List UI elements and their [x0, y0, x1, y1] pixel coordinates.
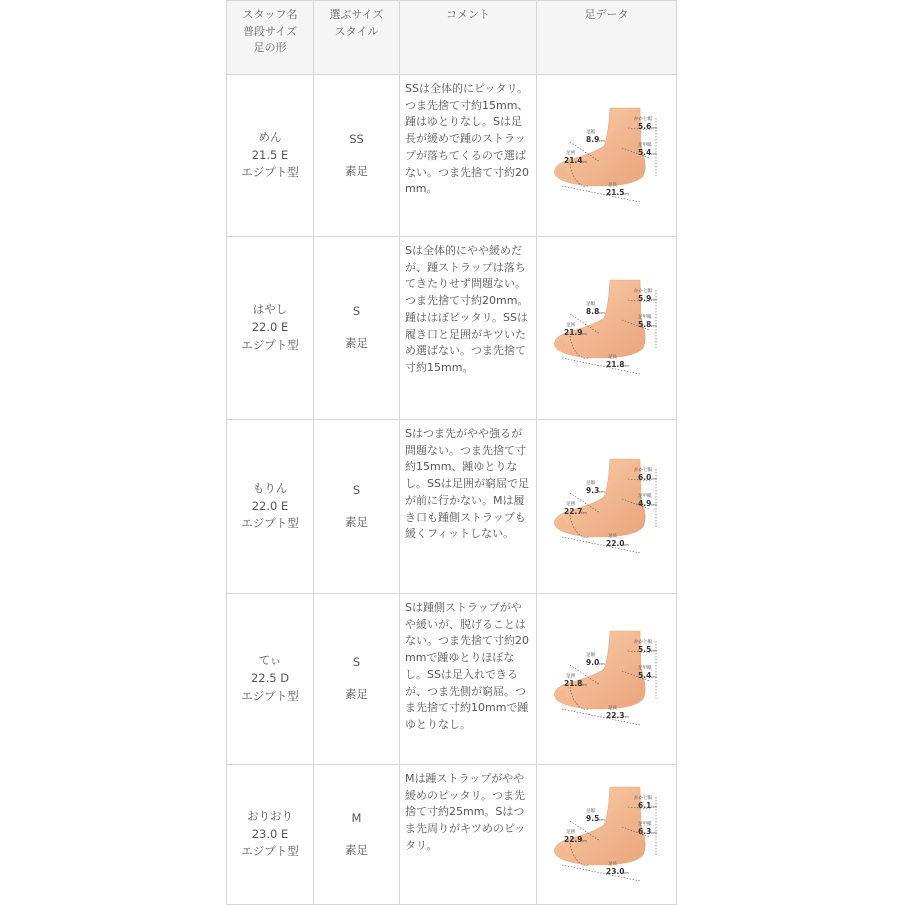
girth-unit: cm	[580, 331, 587, 336]
toe-1	[556, 167, 566, 177]
foot-length-value: 21.8	[605, 360, 625, 369]
usual-size: 22.0 E	[251, 498, 289, 513]
foot-width-label: 足幅	[585, 302, 595, 307]
instep-width-value: 5.4	[637, 147, 651, 157]
comment-cell: Sは踵側ストラップがやや緩いが、脱げることはない。つま先捨て寸約20mmで踵ゆとりほぼなし。SSは足入れできるが、つま先側が窮屈。つま先捨て寸約10mmで踵ゆとりなし。	[400, 594, 537, 765]
instep-width-label: 足甲幅	[637, 315, 651, 320]
foot-data-cell	[537, 237, 677, 420]
foot-width-label: 足幅	[585, 653, 595, 658]
foot-shape: エジプト型	[241, 516, 299, 531]
toe-3	[571, 177, 577, 183]
instep-width-unit: cm	[650, 150, 657, 156]
toe-3	[571, 528, 577, 534]
foot-width-value: 9.0	[585, 658, 599, 667]
instep-width-unit: cm	[650, 501, 657, 507]
foot-length-value: 22.0	[605, 538, 625, 548]
instep-width-label: 足甲幅	[637, 142, 651, 148]
foot-length-label: 足長	[607, 861, 617, 867]
header-size-line-1: 選ぶサイズ	[329, 8, 384, 21]
toe-3	[571, 349, 577, 355]
heel-width-label: かかと幅	[633, 640, 652, 645]
chosen-size: S	[352, 482, 361, 497]
usual-size: 23.0 E	[251, 826, 289, 841]
wear-style: 素足	[345, 163, 368, 178]
heel-width-unit: cm	[650, 475, 657, 481]
foot-diagram	[548, 278, 666, 378]
foot-width-value: 8.9	[585, 134, 599, 144]
header-staff-line-2: 普段サイズ	[242, 24, 298, 38]
size-cell	[314, 594, 400, 765]
girth-unit: cm	[580, 509, 587, 515]
wear-style: 素足	[345, 842, 368, 857]
foot-length-label: 足長	[607, 533, 617, 539]
girth-unit: cm	[580, 837, 587, 843]
foot-length-unit: cm	[622, 714, 629, 719]
girth-label: 足囲	[565, 150, 575, 156]
foot-length-label: 足長	[607, 706, 617, 711]
instep-width-label: 足甲幅	[637, 821, 651, 827]
foot-width-unit: cm	[598, 816, 605, 822]
staff-name: おりおり	[247, 808, 293, 823]
heel-width-label: かかと幅	[633, 289, 652, 294]
staff-cell	[227, 765, 314, 905]
toe-1	[556, 690, 566, 700]
foot-length-unit: cm	[622, 190, 629, 196]
size-cell	[314, 237, 400, 420]
foot-shape: エジプト型	[241, 688, 299, 703]
instep-width-value: 4.9	[637, 498, 651, 508]
comment-cell: Mは踵ストラップがやや緩めのピッタリ。つま先捨て寸約25mm。Sはつま先周りがキツめのピッタリ。	[400, 765, 537, 905]
header-size	[314, 1, 400, 75]
usual-size: 22.0 E	[251, 320, 289, 335]
header-size-line-2: スタイル	[334, 24, 379, 38]
instep-width-value: 6.3	[637, 826, 651, 836]
table-row	[227, 75, 677, 237]
header-comment: コメント	[400, 1, 537, 75]
toe-2	[564, 346, 571, 353]
heel-width-label: かかと幅	[633, 116, 652, 122]
instep-width-unit: cm	[650, 323, 657, 328]
foot-shape: エジプト型	[241, 337, 299, 352]
foot-diagram	[548, 629, 666, 729]
girth-unit: cm	[580, 682, 587, 687]
size-cell	[314, 765, 400, 905]
toe-3	[571, 856, 577, 862]
foot-width-unit: cm	[598, 137, 605, 143]
heel-width-unit: cm	[650, 648, 657, 653]
staff-cell	[227, 75, 314, 237]
girth-value: 21.4	[563, 155, 583, 165]
foot-width-value: 9.3	[585, 485, 599, 495]
foot-data-cell	[537, 594, 677, 765]
size-review-table	[226, 0, 677, 905]
foot-width-label: 足幅	[585, 808, 595, 814]
table-row	[227, 420, 677, 594]
size-review-table-wrapper	[226, 0, 676, 905]
staff-name: はやし	[252, 302, 288, 317]
toe-1	[556, 339, 566, 349]
table-row	[227, 594, 677, 765]
instep-width-value: 5.4	[637, 671, 651, 680]
toe-2	[564, 697, 571, 704]
heel-width-value: 5.6	[637, 121, 651, 131]
size-cell	[314, 75, 400, 237]
heel-width-value: 6.0	[637, 472, 651, 482]
toe-3	[571, 700, 577, 706]
foot-data-cell	[537, 765, 677, 905]
foot-length-label: 足長	[607, 355, 617, 360]
instep-width-unit: cm	[650, 829, 657, 835]
girth-value: 21.9	[563, 328, 583, 337]
heel-width-unit: cm	[650, 297, 657, 302]
toe-1	[556, 518, 566, 528]
header-staff-line-1: スタッフ名	[242, 8, 298, 21]
girth-value: 21.8	[563, 679, 583, 688]
foot-length-value: 21.5	[605, 187, 625, 197]
foot-width-label: 足幅	[585, 129, 595, 135]
comment-cell: Sは全体的にやや緩めだが、踵ストラップは落ちてきたりせず問題ない。つま先捨て寸約20mm。踵ははぼピッタリ。SSは履き口と足囲がキツいため選ばない。つま先捨て寸約15mm。	[400, 237, 537, 420]
wear-style: 素足	[345, 514, 368, 529]
usual-size: 22.5 D	[250, 671, 290, 686]
chosen-size: SS	[349, 131, 364, 146]
heel-width-unit: cm	[650, 124, 657, 130]
header-row	[227, 1, 677, 75]
foot-width-label: 足幅	[585, 480, 595, 486]
girth-label: 足囲	[565, 829, 575, 835]
foot-width-unit: cm	[598, 661, 605, 666]
wear-style: 素足	[345, 687, 368, 701]
instep-width-label: 足甲幅	[637, 493, 651, 499]
heel-width-label: かかと幅	[633, 467, 652, 473]
staff-cell	[227, 594, 314, 765]
foot-length-label: 足長	[607, 182, 617, 188]
foot-shape: エジプト型	[241, 844, 299, 859]
header-staff	[227, 1, 314, 75]
size-cell	[314, 420, 400, 594]
toe-1	[556, 846, 566, 856]
instep-width-unit: cm	[650, 674, 657, 679]
girth-label: 足囲	[565, 323, 575, 328]
chosen-size: S	[352, 655, 361, 670]
staff-cell	[227, 237, 314, 420]
comment-cell: SSは全体的にピッタリ。つま先捨て寸約15mm、踵はゆとりなし。Sは足長が緩めで踵のストラップが落ちてくるので選ばない。つま先捨て寸約20mm。	[400, 75, 537, 237]
foot-width-value: 8.8	[585, 307, 599, 316]
heel-width-value: 5.5	[637, 645, 651, 654]
foot-width-value: 9.5	[585, 813, 599, 823]
girth-label: 足囲	[565, 501, 575, 507]
foot-length-value: 22.3	[605, 711, 625, 720]
foot-data-cell	[537, 75, 677, 237]
girth-value: 22.7	[563, 506, 583, 516]
toe-2	[564, 852, 571, 859]
table-row	[227, 765, 677, 905]
foot-data-cell	[537, 420, 677, 594]
table-row	[227, 237, 677, 420]
chosen-size: M	[351, 810, 362, 825]
foot-length-unit: cm	[622, 541, 629, 547]
comment-cell: Sはつま先がやや強るが問題ない。つま先捨て寸約15mm、踵ゆとりなし。SSは足囲が窮屈で足が前に行かない。Mは履き口も踵側ストラップも緩くフィットしない。	[400, 420, 537, 594]
foot-length-value: 23.0	[605, 866, 625, 876]
foot-diagram	[548, 106, 666, 206]
staff-cell	[227, 420, 314, 594]
heel-width-unit: cm	[650, 803, 657, 809]
staff-name: てぃ	[258, 653, 282, 668]
header-foot-data: 足データ	[537, 1, 677, 75]
girth-unit: cm	[580, 158, 587, 164]
staff-name: もりん	[252, 480, 288, 495]
foot-length-unit: cm	[622, 363, 629, 368]
chosen-size: S	[352, 304, 361, 319]
wear-style: 素足	[345, 336, 368, 350]
foot-width-unit: cm	[598, 310, 605, 315]
heel-width-value: 6.1	[637, 800, 651, 810]
toe-2	[564, 173, 571, 180]
header-staff-line-3: 足の形	[253, 41, 287, 54]
toe-2	[564, 524, 571, 531]
girth-value: 22.9	[563, 834, 583, 844]
staff-name: めん	[258, 129, 282, 144]
girth-label: 足囲	[565, 674, 575, 679]
heel-width-label: かかと幅	[633, 795, 652, 801]
foot-shape: エジプト型	[241, 165, 299, 180]
heel-width-value: 5.9	[637, 294, 651, 303]
foot-length-unit: cm	[622, 869, 629, 875]
foot-diagram	[548, 457, 666, 557]
instep-width-label: 足甲幅	[637, 666, 651, 671]
foot-diagram	[548, 785, 666, 885]
usual-size: 21.5 E	[251, 147, 289, 162]
instep-width-value: 5.8	[637, 320, 651, 329]
foot-width-unit: cm	[598, 488, 605, 494]
